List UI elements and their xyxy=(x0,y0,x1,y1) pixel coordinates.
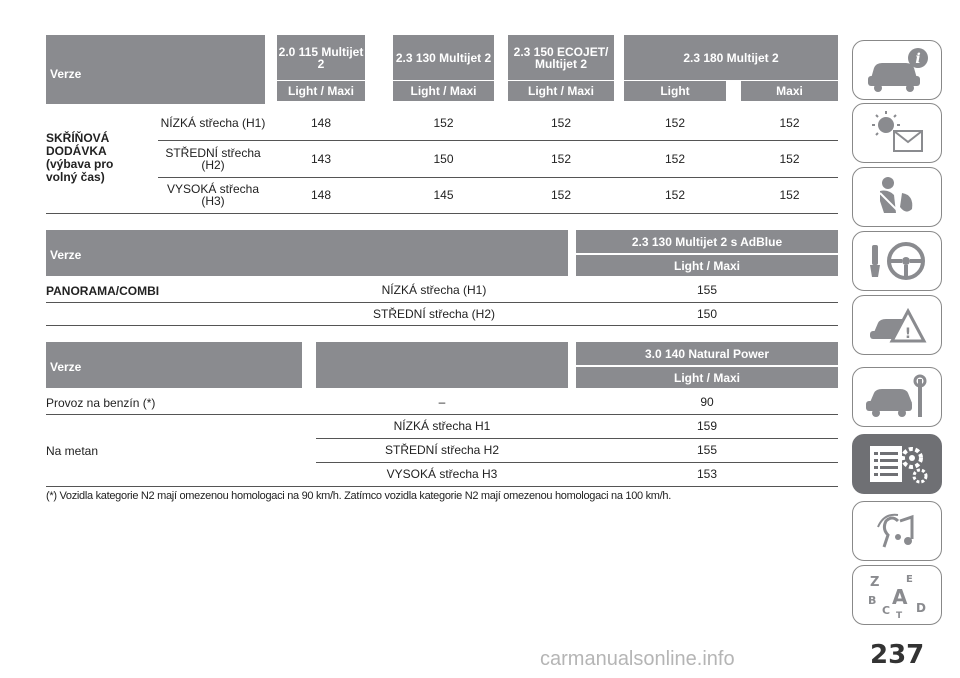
value-cell: 152 xyxy=(433,116,454,130)
value-cell: 153 xyxy=(696,467,718,481)
engine-header-1: 2.0 115 Multijet 2 xyxy=(277,35,365,80)
roof-cell: NÍZKÁ střecha H1 xyxy=(393,419,491,433)
value-cell: 152 xyxy=(550,188,572,202)
engine-header: 2.3 130 Multijet 2 s AdBlue xyxy=(576,230,838,253)
warning-lights-icon xyxy=(862,109,932,157)
value-cell: 152 xyxy=(664,188,686,202)
tab-index[interactable] xyxy=(852,565,942,625)
table-bottom-rule xyxy=(46,486,838,487)
steering-icon xyxy=(862,237,932,285)
subhead-5: Maxi xyxy=(741,81,838,101)
value-cell: 159 xyxy=(696,419,718,433)
benzin-value: 90 xyxy=(700,395,714,409)
svg-text:i: i xyxy=(915,51,921,67)
roof-cell: NÍZKÁ střecha (H1) xyxy=(160,116,266,130)
engine-header-3: 2.3 150 ECOJET/ Multijet 2 xyxy=(508,35,614,80)
svg-text:C: C xyxy=(882,604,891,617)
benzin-label: Provoz na benzín (*) xyxy=(46,396,156,410)
value-cell: 152 xyxy=(664,116,686,130)
verze-header: Verze xyxy=(46,230,568,276)
value-cell: 152 xyxy=(779,116,800,130)
roof-cell: STŘEDNÍ střecha H2 xyxy=(384,443,500,457)
engine-header-4: 2.3 180 Multijet 2 xyxy=(624,35,838,80)
engine-header-2: 2.3 130 Multijet 2 xyxy=(393,35,494,80)
svg-text:E: E xyxy=(906,574,913,585)
svg-text:D: D xyxy=(916,601,926,615)
index-icon xyxy=(862,570,932,620)
value-cell: 145 xyxy=(433,188,454,202)
roof-cell: NÍZKÁ střecha (H1) xyxy=(381,283,487,297)
subhead: Light / Maxi xyxy=(576,367,838,388)
value-cell: 152 xyxy=(550,152,572,166)
value-cell: 152 xyxy=(550,116,572,130)
value-cell: 150 xyxy=(433,152,454,166)
subhead: Light / Maxi xyxy=(576,255,838,276)
value-cell: 152 xyxy=(779,152,800,166)
verze-header: Verze xyxy=(46,35,265,104)
header-spacer xyxy=(316,342,568,388)
group-label: PANORAMA/COMBI xyxy=(46,284,160,298)
value-cell: 150 xyxy=(696,307,718,321)
car-info-icon xyxy=(862,46,932,94)
roof-cell: VYSOKÁ střecha (H3) xyxy=(166,182,260,208)
value-cell: 143 xyxy=(310,152,332,166)
multimedia-icon xyxy=(862,507,932,555)
tab-car-info[interactable] xyxy=(852,40,942,100)
value-cell: 148 xyxy=(310,116,332,130)
roof-cell: VYSOKÁ střecha H3 xyxy=(386,467,498,481)
tab-warning-lights[interactable] xyxy=(852,103,942,163)
value-cell: 152 xyxy=(779,188,800,202)
tab-steering[interactable] xyxy=(852,231,942,291)
value-cell: 155 xyxy=(696,283,718,297)
subhead-4: Light xyxy=(624,81,726,101)
roof-cell: STŘEDNÍ střecha (H2) xyxy=(372,307,496,321)
tab-maintenance[interactable] xyxy=(852,367,942,427)
verze-header: Verze xyxy=(46,342,302,388)
table-bottom-rule xyxy=(46,213,838,214)
benzin-mid: – xyxy=(438,395,446,409)
table-bottom-rule xyxy=(46,325,838,326)
watermark: carmanualsonline.info xyxy=(540,648,735,670)
value-cell: 148 xyxy=(310,188,332,202)
subhead-3: Light / Maxi xyxy=(508,81,614,101)
tab-technical-data[interactable] xyxy=(852,434,942,494)
safety-icon xyxy=(862,173,932,221)
group-label: SKŘÍŇOVÁ DODÁVKA (výbava pro volný čas) xyxy=(46,131,114,184)
subhead-2: Light / Maxi xyxy=(393,81,494,101)
tab-emergency[interactable] xyxy=(852,295,942,355)
tab-multimedia[interactable] xyxy=(852,501,942,561)
value-cell: 155 xyxy=(696,443,718,457)
roof-cell: STŘEDNÍ střecha (H2) xyxy=(165,146,261,172)
maintenance-icon xyxy=(862,373,932,421)
footnote: (*) Vozidla kategorie N2 mají omezenou homologaci na 90 km/h. Zatímco vozidla kategorie N2 mají omezenou homologaci na 100 km/h. xyxy=(46,490,672,502)
svg-text:A: A xyxy=(892,585,908,609)
engine-header: 3.0 140 Natural Power xyxy=(576,342,838,365)
metan-label: Na metan xyxy=(46,444,99,458)
svg-text:Z: Z xyxy=(870,575,880,590)
svg-text:B: B xyxy=(868,594,877,607)
technical-data-icon xyxy=(862,440,932,488)
tab-safety[interactable] xyxy=(852,167,942,227)
svg-text:!: ! xyxy=(904,326,912,342)
emergency-icon xyxy=(862,301,932,349)
value-cell: 152 xyxy=(664,152,686,166)
subhead-1: Light / Maxi xyxy=(277,81,365,101)
page-number: 237 xyxy=(870,640,925,670)
row-divider xyxy=(158,140,838,141)
svg-text:T: T xyxy=(896,611,903,620)
